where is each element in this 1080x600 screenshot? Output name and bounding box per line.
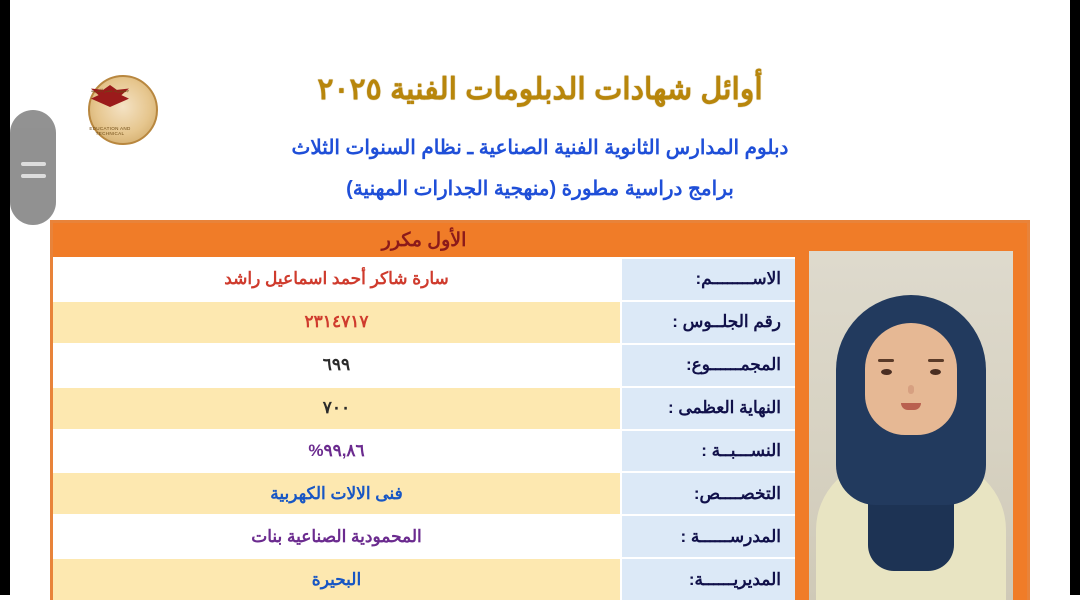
portrait-eye-left	[881, 369, 892, 375]
hamburger-icon-line-2	[21, 174, 46, 178]
student-card	[50, 220, 1030, 600]
row-label: التخصــــص:	[620, 473, 795, 514]
portrait-face	[865, 323, 957, 435]
details-table	[53, 259, 795, 600]
portrait-nose	[908, 385, 914, 394]
row-value: ٩٩,٨٦%	[53, 431, 620, 472]
row-value: المحمودية الصناعية بنات	[53, 516, 620, 557]
photo-panel	[795, 223, 1027, 600]
subtitle-line-2: برامج دراسية مطورة (منهجية الجدارات المهنية)	[346, 178, 734, 200]
portrait-brow-left	[878, 359, 894, 362]
row-label: رقم الجلــوس :	[620, 302, 795, 343]
row-value: ٢٣١٤٧١٧	[53, 302, 620, 343]
hamburger-icon-line-1	[21, 162, 46, 166]
left-edge-bar	[0, 0, 10, 595]
menu-button[interactable]	[10, 110, 56, 225]
table-row	[53, 559, 795, 600]
subtitle-line-1: دبلوم المدارس الثانوية الفنية الصناعية ـ نظام السنوات الثلاث	[291, 137, 789, 159]
rank-banner: الأول مكرر	[53, 223, 795, 259]
row-value: سارة شاكر أحمد اسماعيل راشد	[53, 259, 620, 300]
page-title: أوائل شهادات الدبلومات الفنية ٢٠٢٥	[317, 73, 763, 106]
emblem-text-top: جمهورية مصر العربية	[90, 88, 130, 93]
row-value: ٧٠٠	[53, 388, 620, 429]
portrait-illustration	[809, 251, 1013, 600]
row-label: النهاية العظمى :	[620, 388, 795, 429]
row-label: الاســــــــم:	[620, 259, 795, 300]
row-label: المديريــــــة:	[620, 559, 795, 600]
row-label: المجمــــــوع:	[620, 345, 795, 386]
student-photo	[809, 251, 1013, 600]
table-row	[53, 259, 795, 302]
table-row	[53, 473, 795, 516]
portrait-brow-right	[928, 359, 944, 362]
row-value: ٦٩٩	[53, 345, 620, 386]
document-page	[10, 0, 1070, 595]
row-value: البحيرة	[53, 559, 620, 600]
table-row	[53, 345, 795, 388]
table-row	[53, 302, 795, 345]
student-details	[53, 223, 795, 600]
row-label: المدرســــــة :	[620, 516, 795, 557]
table-row	[53, 431, 795, 474]
table-row	[53, 388, 795, 431]
row-value: فنى الالات الكهربية	[53, 473, 620, 514]
right-edge-bar	[1070, 0, 1080, 595]
table-row	[53, 516, 795, 559]
emblem-text-bottom: EDUCATION AND TECHNICAL	[89, 126, 131, 136]
portrait-eye-right	[930, 369, 941, 375]
row-label: النســـبــة :	[620, 431, 795, 472]
